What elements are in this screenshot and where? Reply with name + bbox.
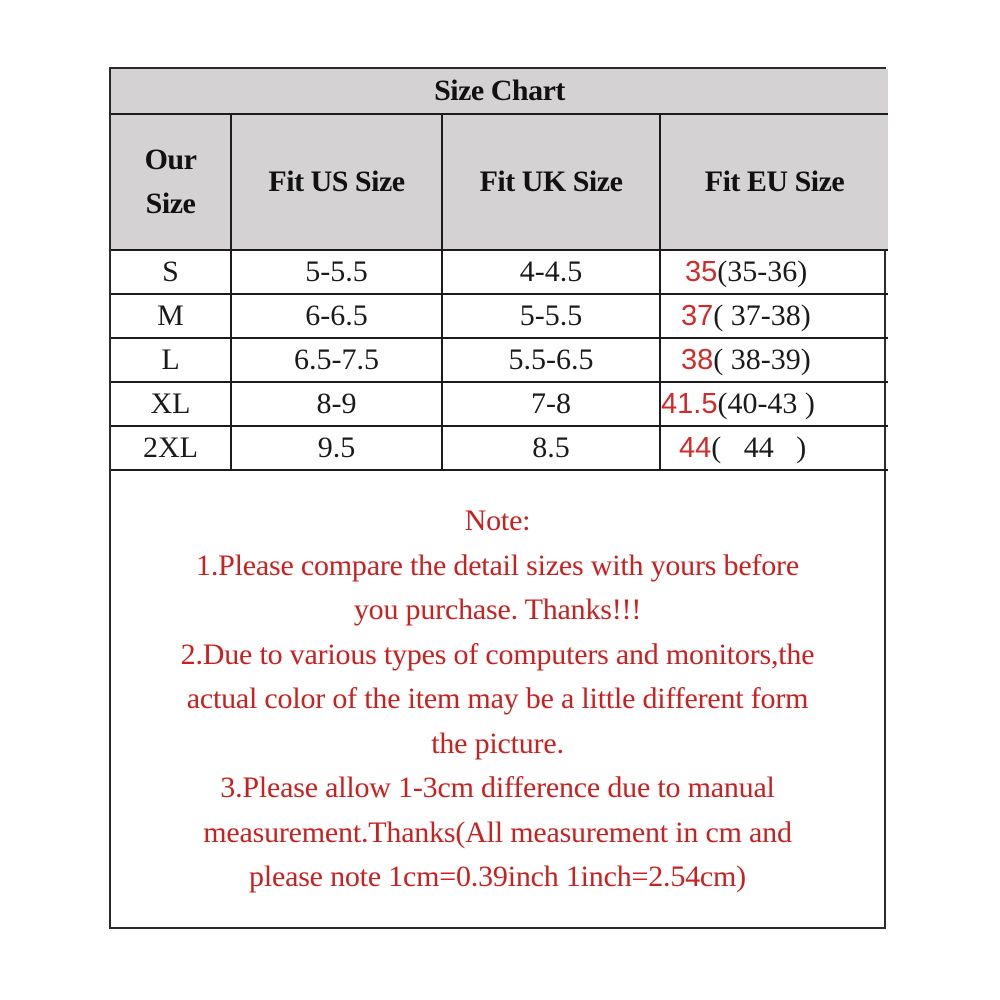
cell-eu-size <box>660 294 888 338</box>
eu-size-main: 37 <box>681 300 714 332</box>
header-row <box>111 114 888 250</box>
eu-size-main: 35 <box>685 256 718 288</box>
table-row <box>111 426 888 470</box>
cell-uk-size: 7-8 <box>442 382 660 426</box>
note-line: the picture. <box>431 726 564 760</box>
table-row <box>111 250 888 294</box>
eu-size-main: 44 <box>679 432 712 464</box>
header-uk-size: Fit UK Size <box>442 114 660 250</box>
cell-us-size: 9.5 <box>231 426 442 470</box>
table-row <box>111 382 888 426</box>
size-chart <box>109 67 886 929</box>
eu-size-main: 41.5 <box>661 388 718 420</box>
title-row <box>111 69 888 114</box>
eu-size-range: (35-36) <box>717 255 808 288</box>
cell-our-size: L <box>111 338 231 382</box>
cell-eu-size <box>660 382 888 426</box>
note-line: please note 1cm=0.39inch 1inch=2.54cm) <box>249 860 746 893</box>
cell-eu-size <box>660 426 888 470</box>
cell-uk-size: 5-5.5 <box>442 294 660 338</box>
note-line: measurement.Thanks(All measurement in cm and <box>203 815 792 849</box>
cell-our-size: S <box>111 250 231 294</box>
table-row <box>111 294 888 338</box>
header-us-size: Fit US Size <box>231 114 442 250</box>
cell-uk-size: 8.5 <box>442 426 660 470</box>
note-section <box>111 471 884 900</box>
note-line: 1.Please compare the detail sizes with yours before <box>196 548 799 582</box>
cell-us-size: 5-5.5 <box>231 250 442 294</box>
note-line: 3.Please allow 1-3cm difference due to manual <box>220 771 775 804</box>
chart-title: Size Chart <box>111 69 888 114</box>
header-our-size <box>111 114 231 250</box>
eu-size-range: ( 37-38) <box>713 299 811 332</box>
eu-size-range: (40-43 ) <box>717 387 815 420</box>
cell-uk-size: 5.5-6.5 <box>442 338 660 382</box>
eu-size-range: ( 38-39) <box>713 343 811 376</box>
note-line: you purchase. Thanks!!! <box>353 593 642 626</box>
cell-our-size: M <box>111 294 231 338</box>
table-row <box>111 338 888 382</box>
note-line: 2.Due to various types of computers and monitors,the <box>180 637 815 671</box>
cell-eu-size <box>660 338 888 382</box>
header-our-size-line2: Size <box>145 187 196 220</box>
note-heading: Note: <box>464 504 531 537</box>
note-line: actual color of the item may be a little different form <box>186 682 809 715</box>
header-eu-size: Fit EU Size <box>660 114 888 250</box>
size-table <box>111 69 888 471</box>
eu-size-main: 38 <box>681 344 714 376</box>
cell-our-size: XL <box>111 382 231 426</box>
cell-uk-size: 4-4.5 <box>442 250 660 294</box>
header-our-size-line1: Our <box>144 143 197 176</box>
cell-us-size: 6.5-7.5 <box>231 338 442 382</box>
cell-our-size: 2XL <box>111 426 231 470</box>
cell-eu-size <box>660 250 888 294</box>
cell-us-size: 8-9 <box>231 382 442 426</box>
cell-us-size: 6-6.5 <box>231 294 442 338</box>
eu-size-range: ( 44 ) <box>711 431 807 464</box>
